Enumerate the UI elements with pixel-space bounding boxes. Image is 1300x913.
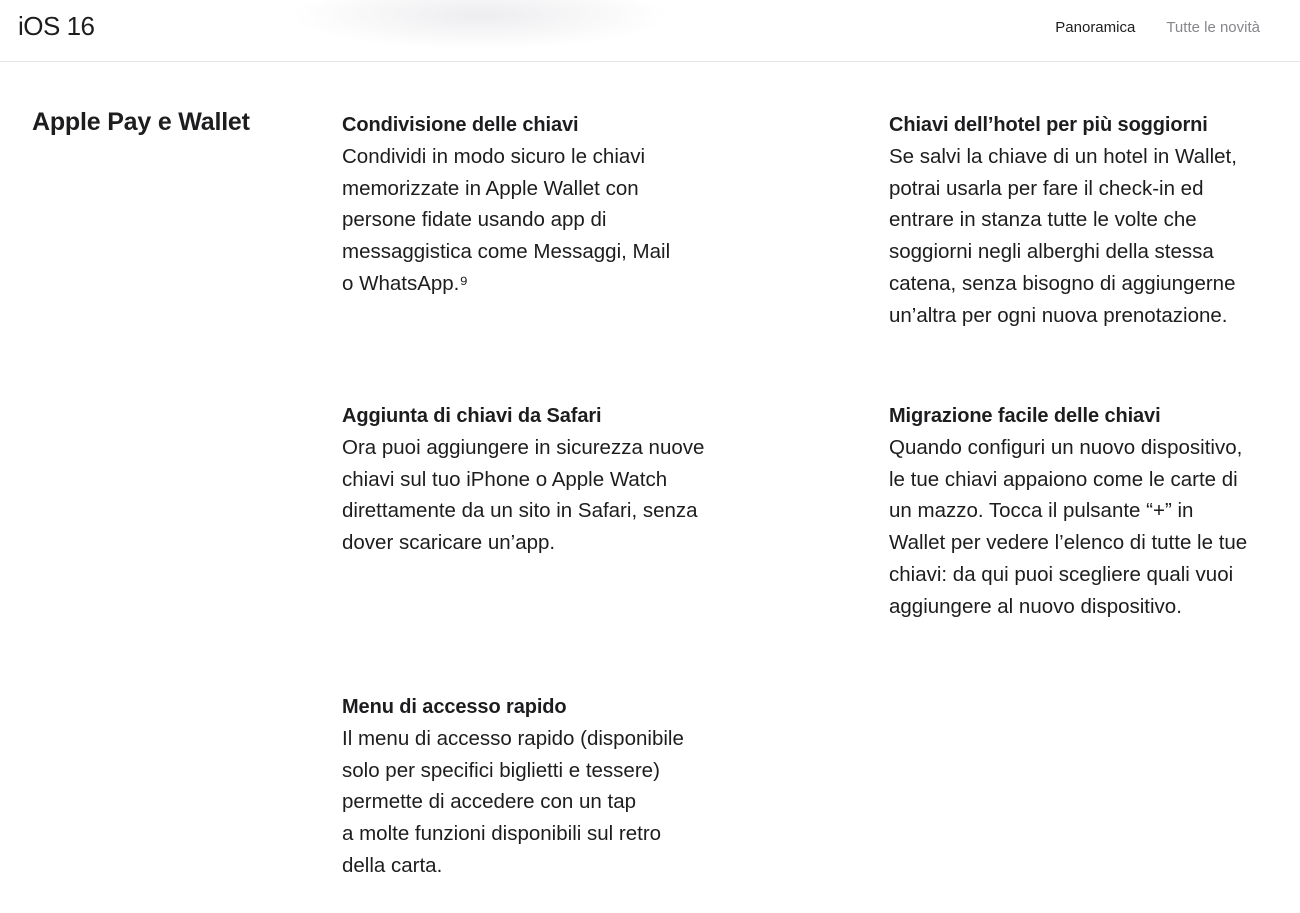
feature-safari-keys <box>342 400 742 559</box>
nav-links <box>1055 19 1260 36</box>
feature-quick-access-menu <box>342 691 742 882</box>
feature-description: Quando configuri un nuovo dispositivo, le tue chiavi appaiono come le carte di un mazzo. Tocca il pulsante “+” in Wallet per vedere l’elenco di tutte le tue chiavi: da qui puoi scegliere quali vuoi aggiungere al nuovo dispositivo. <box>889 436 1248 618</box>
section-title: Apple Pay e Wallet <box>32 108 250 136</box>
feature-description: Se salvi la chiave di un hotel in Wallet, potrai usarla per fare il check-in ed entrare in stanza tutte le volte che soggiorni negli alberghi della stessa catena, senza bisogno di aggiungerne un’altra per ogni nuova prenotazione. <box>889 145 1237 327</box>
nav-link-tutte-le-novita[interactable]: Tutte le novità <box>1166 19 1260 36</box>
feature-description: Condividi in modo sicuro le chiavi memorizzate in Apple Wallet con persone fidate usando app di messaggistica come Messaggi, Mail o WhatsApp.⁹ <box>342 145 671 295</box>
feature-title: Menu di accesso rapido <box>342 696 567 718</box>
feature-hotel-keys <box>889 109 1299 331</box>
navbar-glow <box>290 0 670 50</box>
top-navbar <box>0 0 1300 62</box>
feature-key-sharing <box>342 109 742 300</box>
feature-description: Ora puoi aggiungere in sicurezza nuove chiavi sul tuo iPhone o Apple Watch direttamente da un sito in Safari, senza dover scaricare un’app. <box>342 436 705 555</box>
feature-title: Aggiunta di chiavi da Safari <box>342 405 602 427</box>
feature-description: Il menu di accesso rapido (disponibile solo per specifici biglietti e tessere) permette di accedere con un tap a molte funzioni disponibili sul retro della carta. <box>342 727 684 877</box>
nav-link-panoramica[interactable]: Panoramica <box>1055 19 1136 36</box>
feature-title: Migrazione facile delle chiavi <box>889 405 1161 427</box>
feature-title: Condivisione delle chiavi <box>342 114 579 136</box>
product-title[interactable]: iOS 16 <box>18 11 95 41</box>
feature-title: Chiavi dell’hotel per più soggiorni <box>889 114 1208 136</box>
feature-key-migration <box>889 400 1299 622</box>
